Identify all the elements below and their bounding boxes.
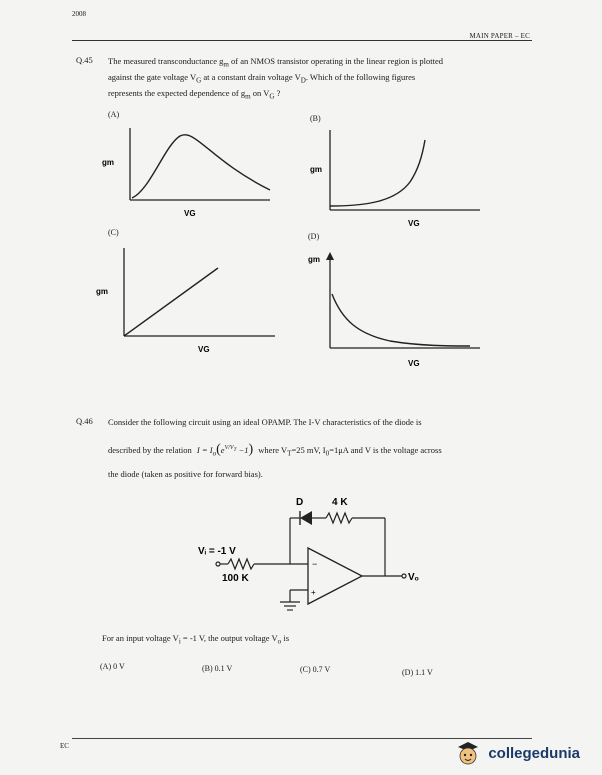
svg-text:+ [311, 588, 316, 597]
q46-line2: described by the relation $I = I_o(e^{V/V_T} -1)$ where $V_T=25$ mV, $I_0=1\mu A$ and V is the voltage across [108, 442, 548, 460]
plot-d-curve [332, 294, 470, 346]
plot-b-curve [330, 140, 425, 206]
diode-equation: $I = I_o(e^{V/V_T} -1)$ [196, 441, 254, 458]
output-voltage-label: Vₒ [408, 572, 419, 583]
plot-c [80, 238, 280, 358]
q45-text: The measured transconductance $g_m$ of an NMOS transistor operating in the linear region is plotted against the gate voltage $V_G$ at a constant drain voltage $V_D$. Which of the following figures represents the expected dependence of $g_m$ on $V_G$ ? [108, 56, 444, 102]
plot-b-xlabel: VG [408, 219, 420, 228]
plot-c-label: (C) [108, 228, 119, 237]
svg-text:VG [198, 345, 210, 354]
q45-number: Q.45 [76, 55, 93, 65]
svg-text:gm [308, 255, 320, 264]
plot-b-ylabel: gm [310, 165, 322, 174]
header-paper: MAIN PAPER – EC [469, 32, 530, 40]
plot-d-ylabel: gm [308, 255, 320, 264]
diode-label: D [296, 497, 304, 508]
input-voltage-label: Vᵢ = -1 V [198, 546, 236, 557]
input-resistor-label: 100 K [222, 573, 249, 584]
q46-line1: Consider the following circuit using an ideal OPAMP. The I-V characteristics of the diode is [108, 417, 422, 427]
svg-text:Vₒ [408, 572, 419, 583]
plot-c-xlabel: VG [198, 345, 210, 354]
plot-b [290, 122, 490, 232]
plot-a [80, 120, 280, 230]
option-d: (D) 1.1 V [402, 668, 433, 677]
svg-text:4 K [332, 497, 348, 508]
plot-a-label: (A) [108, 110, 120, 119]
header-rule [72, 40, 532, 41]
svg-text:VG [408, 359, 420, 368]
opamp-plus: + [311, 588, 316, 597]
svg-text:100 K [222, 573, 249, 584]
feedback-resistor-label: 4 K [332, 497, 348, 508]
brand-logo [454, 739, 580, 767]
plot-a-xlabel: VG [184, 209, 196, 218]
output-terminal [402, 574, 406, 578]
svg-text:gm [310, 165, 322, 174]
svg-text:VG [408, 219, 420, 228]
header-year: 2008 [72, 10, 86, 18]
input-resistor [228, 559, 254, 569]
option-b: (B) 0.1 V [202, 664, 233, 673]
option-a: (A) 0 V [100, 662, 125, 671]
brand-name: collegedunia [488, 744, 580, 762]
plot-d-xlabel: VG [408, 359, 420, 368]
svg-text:gm [102, 158, 114, 167]
plot-b-label: (B) [310, 114, 321, 123]
opamp-circuit [190, 490, 440, 620]
plot-a-curve [132, 135, 270, 198]
q46-question: For an input voltage $V_i = -1$ V, the output voltage $V_o$ is [102, 633, 289, 646]
footer-code: EC [60, 742, 69, 750]
q46-line3: the diode (taken as positive for forward bias). [108, 469, 263, 479]
plot-d-y-arrow [326, 252, 334, 260]
plot-d-label: (D) [308, 232, 320, 241]
feedback-resistor [326, 513, 352, 523]
opamp-minus: − [312, 559, 318, 569]
svg-text:VG [184, 209, 196, 218]
svg-text:Vᵢ = -1 V [198, 546, 236, 557]
plot-c-ylabel: gm [96, 287, 108, 296]
diode-icon [300, 511, 312, 525]
svg-text:D [296, 497, 303, 508]
plot-d [290, 242, 490, 372]
svg-text:− [312, 559, 317, 569]
plot-c-line [124, 268, 218, 336]
svg-text:gm [96, 287, 108, 296]
mascot-icon [454, 739, 482, 767]
plot-a-ylabel: gm [102, 158, 114, 167]
q46-number: Q.46 [76, 416, 93, 426]
opamp-triangle [308, 548, 362, 604]
input-terminal [216, 562, 220, 566]
option-c: (C) 0.7 V [300, 665, 331, 674]
